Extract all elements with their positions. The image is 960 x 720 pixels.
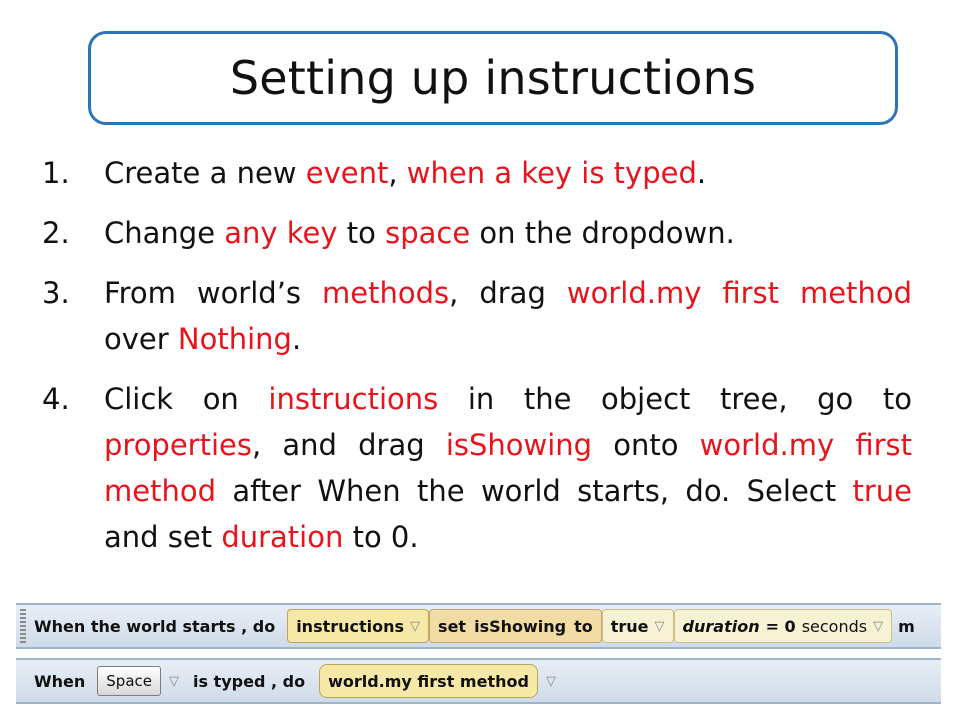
chevron-down-icon[interactable]: ▽ [545, 673, 556, 689]
step-text-fragment: and set [104, 520, 222, 554]
set-property-pill[interactable] [429, 609, 602, 643]
highlight-term: instructions [268, 382, 439, 416]
chevron-down-icon[interactable]: ▽ [410, 618, 421, 634]
step-text-fragment: , drag [449, 276, 567, 310]
duration-label: duration [682, 616, 760, 636]
property-name: isShowing [474, 616, 567, 636]
duration-value: = 0 [765, 616, 796, 636]
step-text-fragment: Click on [104, 382, 269, 416]
to-label: to [574, 616, 593, 636]
highlight-term: any key [224, 216, 338, 250]
value-dropdown[interactable] [602, 609, 674, 643]
step-text [104, 210, 912, 256]
step-text-fragment: on the dropdown. [470, 216, 735, 250]
value-text: true [610, 616, 649, 636]
step-item [42, 270, 912, 362]
method-pill[interactable] [319, 664, 538, 698]
key-dropdown[interactable] [97, 666, 161, 696]
step-text-fragment: From world’s [104, 276, 323, 310]
step-number: 3. [42, 276, 70, 310]
highlight-term: methods [322, 276, 450, 310]
step-text-fragment: over [104, 322, 178, 356]
key-value: Space [106, 672, 152, 690]
highlight-term: space [385, 216, 471, 250]
step-item [42, 150, 912, 196]
step-text [104, 376, 912, 560]
duration-unit: seconds [801, 616, 868, 636]
typed-label: is typed , do [193, 671, 306, 691]
step-text-fragment: after When the world starts, do. Select [216, 474, 853, 508]
highlight-term: world.my first method [566, 276, 913, 310]
step-number: 1. [42, 156, 70, 190]
step-text-fragment: onto [592, 428, 700, 462]
step-text [104, 150, 912, 196]
step-text-fragment: Change [104, 216, 225, 250]
set-label: set [438, 616, 467, 636]
highlight-term: true [852, 474, 912, 508]
step-text-fragment: to 0. [343, 520, 419, 554]
highlight-term: isShowing [445, 428, 593, 462]
step-text-fragment: . [291, 322, 302, 356]
highlight-term: properties [104, 428, 252, 462]
step-text-fragment: . [696, 156, 707, 190]
step-text [104, 270, 912, 362]
object-pill[interactable] [287, 609, 429, 643]
chevron-down-icon[interactable]: ▽ [654, 618, 665, 634]
step-item [42, 210, 912, 256]
step-text-fragment: , [388, 156, 407, 190]
code-strip-world-starts [16, 603, 941, 649]
title-box [88, 31, 898, 125]
step-text-fragment: in the object tree, go to [438, 382, 912, 416]
highlight-term: world.my first method [104, 428, 912, 508]
highlight-term: Nothing [177, 322, 292, 356]
highlight-term: when a key is typed [406, 156, 697, 190]
step-item [42, 376, 912, 560]
duration-pill[interactable] [674, 609, 893, 643]
chevron-down-icon[interactable]: ▽ [873, 618, 884, 634]
code-strip-key-typed [16, 658, 941, 704]
highlight-term: duration [221, 520, 344, 554]
highlight-term: event [305, 156, 389, 190]
step-text-fragment: to [337, 216, 386, 250]
object-name: instructions [296, 616, 405, 636]
slide-title: Setting up instructions [229, 51, 757, 105]
instruction-steps [42, 150, 912, 574]
drag-grip[interactable] [20, 609, 26, 643]
more-label: m [898, 616, 915, 636]
when-label: When [34, 671, 86, 691]
step-number: 2. [42, 216, 70, 250]
step-text-fragment: Create a new [104, 156, 306, 190]
step-text-fragment: , and drag [252, 428, 446, 462]
step-number: 4. [42, 382, 70, 416]
event-label: When the world starts , do [34, 616, 276, 636]
chevron-down-icon[interactable]: ▽ [169, 673, 179, 689]
method-name: world.my first method [328, 671, 529, 691]
